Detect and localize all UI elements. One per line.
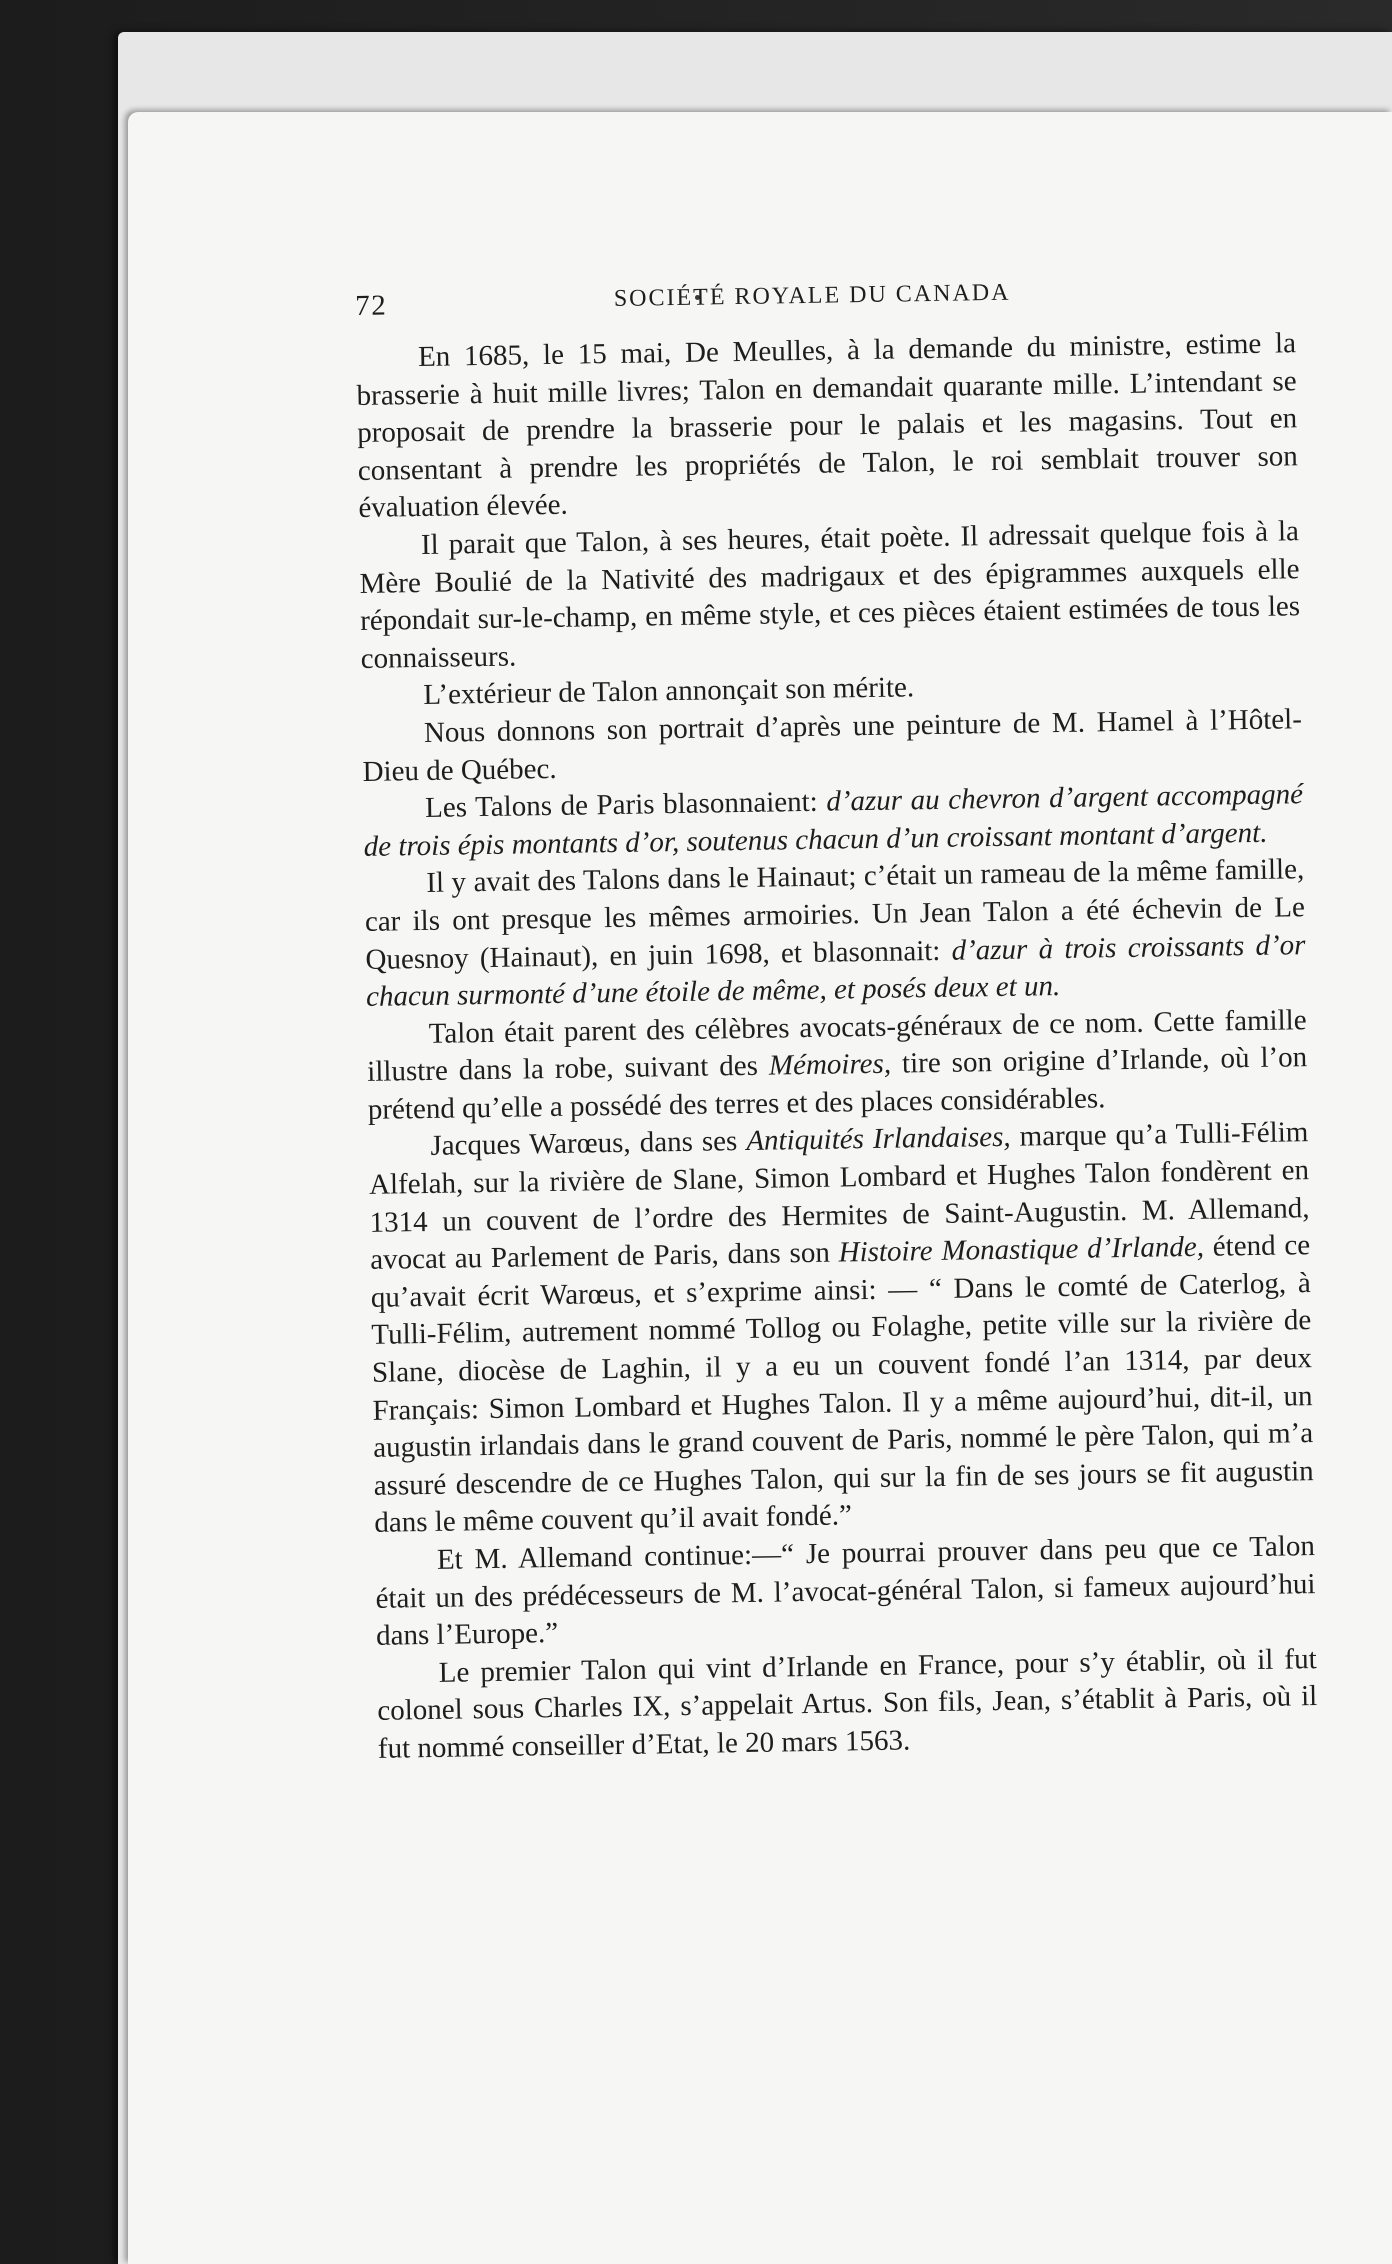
text-run: En 1685, le 15 mai, De Meulles, à la demande du ministre, estime la brasserie à huit mille livres; Talon en demandait quarante mille. L’intendant se proposait de prendre la brasserie pour le palais et les magasins. Tout en consentant à prendre les propriétés de Talon, le roi semblait trouver son évaluation élevée. (356, 327, 1298, 525)
text-run: tire son origine d’Irlande, où l’on prétend qu’elle a possédé des terres et des places considérables. (367, 1041, 1308, 1126)
paragraph (359, 513, 1301, 678)
running-head: SOCIÉTÉ ROYALE DU CANADA (613, 279, 1011, 312)
text-run: Il y avait des Talons dans le Hainaut; c’était un rameau de la même famille, car ils ont presque les mêmes armoiries. Un Jean Talon a été échevin de Le Quesnoy (Hainaut), en juin 1698, et blasonnait: (364, 853, 1306, 976)
text-run: marque qu’a Tulli-Félim Alfelah, sur la rivière de Slane, Simon Lombard et Hughes Talon fondèrent en 1314 un couvent de l’ordre des Hermites de Saint-Augustin. M. Allemand, avocat au Parlement de Paris, dans son (368, 1116, 1310, 1277)
text-run: étend ce qu’avait écrit Warœus, et s’exprime ainsi: — “ Dans le comté de Caterlog, à Tulli-Félim, autrement nommé Tollog ou Folaghe, petite ville sur la rivière de Slane, diocèse de Laghin, il y a eu un couvent fondé l’an 1314, par deux Français: Simon Lombard et Hughes Talon. Il y a même aujourd’hui, dit-il, un augustin irlandais dans le grand couvent de Paris, nommé le père Talon, qui m’a assuré descendre de ce Hughes Talon, qui sur la fin de ses jours se fit augustin dans le même couvent qu’il avait fondé.” (370, 1229, 1314, 1540)
page-number: 72 (355, 289, 388, 322)
text-run: Les Talons de Paris blasonnaient: (424, 785, 827, 825)
paragraph (368, 1115, 1314, 1543)
paragraph (376, 1641, 1318, 1769)
text-run: Et M. Allemand continue:—“ Je pourrai prouver dans peu que ce Talon était un des prédécesseurs de M. l’avocat-général Talon, si fameux aujourd’hui dans l’Europe.” (375, 1530, 1316, 1653)
text-run: Le premier Talon qui vint d’Irlande en France, pour s’y établir, où il fut colonel sous Charles IX, s’appelait Artus. Son fils, Jean, s’établit à Paris, où il fut nommé conseiller d’Etat, le 20 mars 1563. (377, 1642, 1318, 1765)
paragraph (364, 851, 1306, 1016)
text-run: L’extérieur de Talon annonçait son mérite. (423, 671, 915, 712)
italic-blazon: d’azur à trois croissants d’or chacun surmonté d’une étoile de même, et posés deux et un. (365, 928, 1306, 1014)
body-text (356, 325, 1318, 1768)
italic-title: Mémoires, (768, 1047, 892, 1082)
text-run: Jacques Warœus, dans ses (430, 1125, 747, 1163)
paragraph (356, 325, 1299, 528)
text-run: Il parait que Talon, à ses heures, était poète. Il adressait quelque fois à la Mère Boulié de la Nativité des madrigaux et des épigrammes auxquels elle répondait sur-le-champ, en même style, et ces pièces étaient estimées de tous les connaisseurs. (359, 515, 1301, 675)
text-run: Nous donnons son portrait d’après une peinture de M. Hamel à l’Hôtel-Dieu de Québec. (362, 703, 1303, 788)
page-content (355, 275, 1318, 1768)
paragraph (366, 1002, 1308, 1130)
paragraph (375, 1528, 1317, 1656)
italic-title: Histoire Monastique d’Irlande, (838, 1231, 1205, 1269)
text-run: Talon était parent des célèbres avocats-généraux de ce nom. Cette famille illustre dans la robe, suivant des (367, 1003, 1307, 1089)
italic-title: Antiquités Irlandaises, (746, 1121, 1011, 1158)
italic-blazon: d’azur au chevron d’argent accompagné de trois épis montants d’or, soutenus chacun d’un croissant montant d’argent. (363, 778, 1304, 863)
